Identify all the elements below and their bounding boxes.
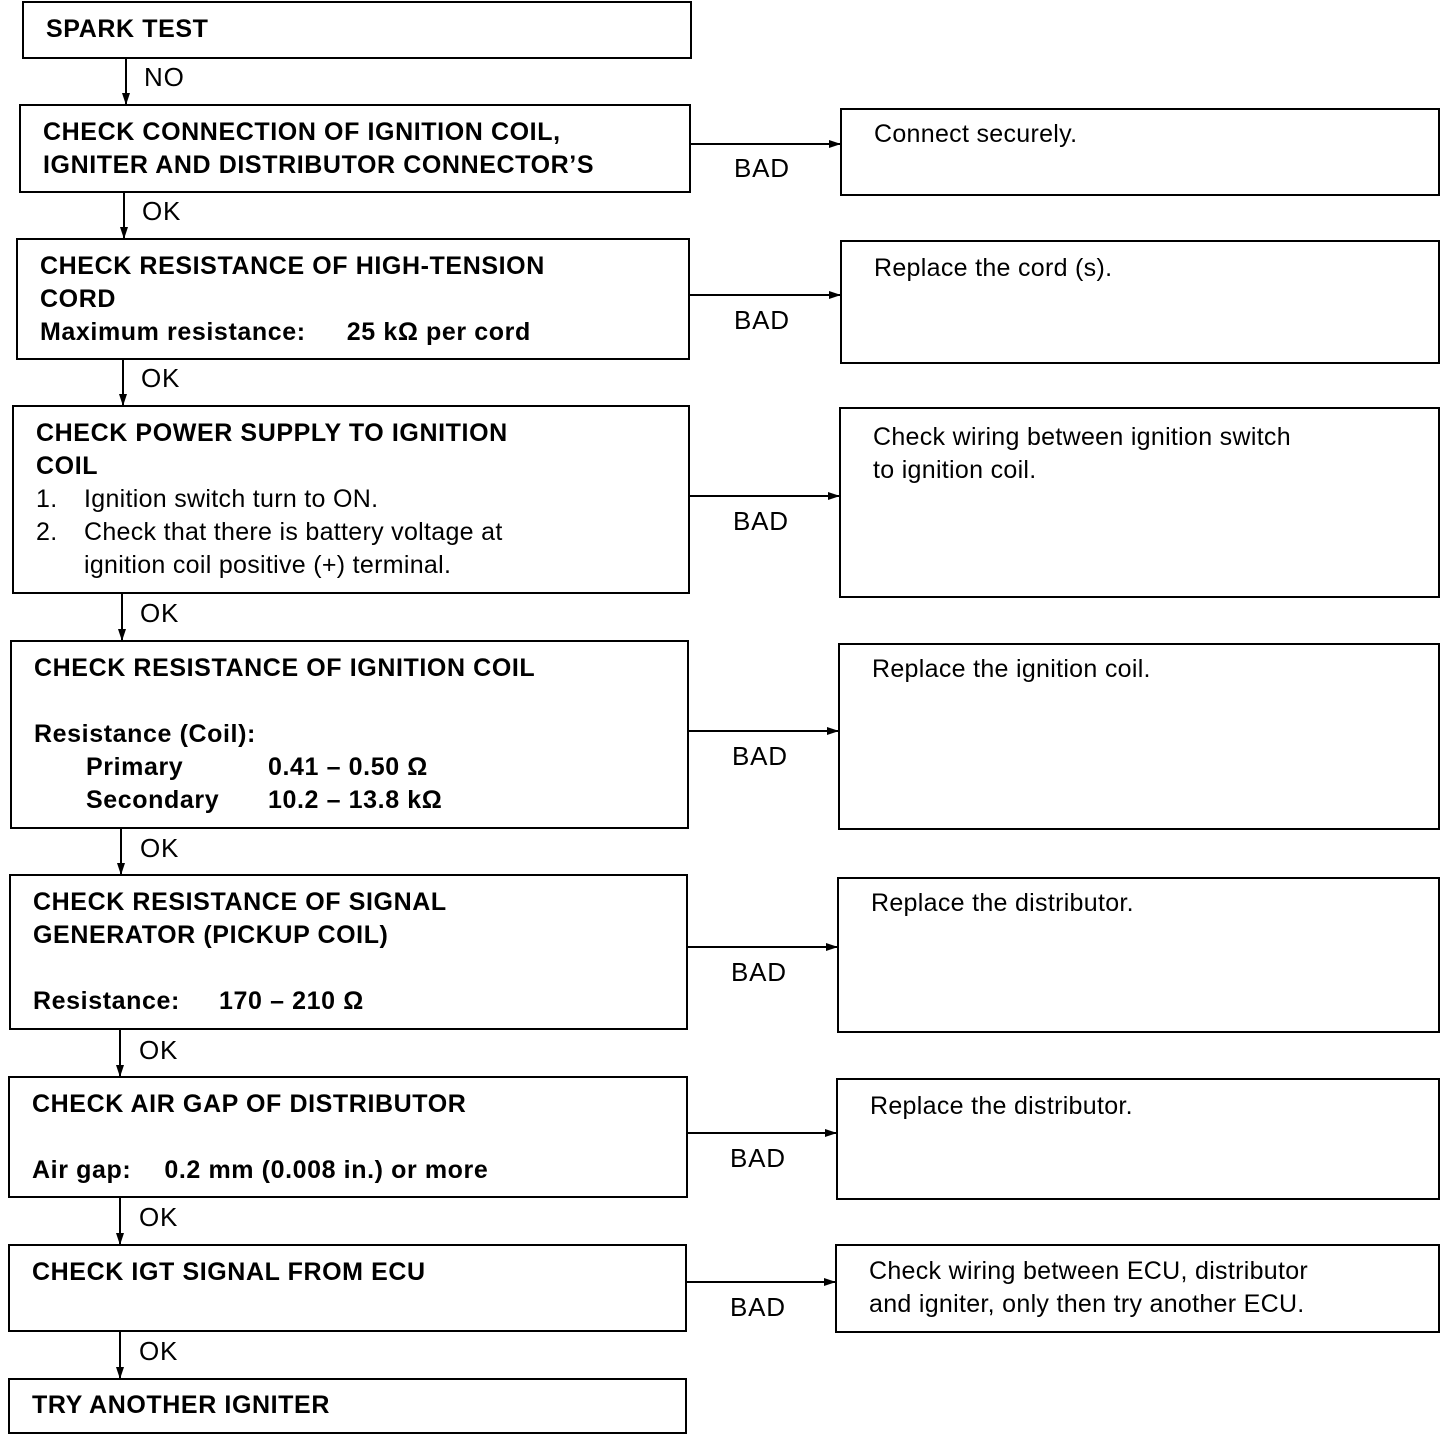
- start-box: [22, 1, 692, 59]
- remedy-3-line-2: to ignition coil.: [873, 456, 1037, 484]
- step-4-spacer: [34, 685, 669, 718]
- step-5-spacer: [33, 952, 668, 985]
- step-check-air-gap: [8, 1076, 688, 1198]
- remedy-5-line-1: Replace the distributor.: [871, 889, 1134, 917]
- remedy-3-line-1: Check wiring between ignition switch: [873, 423, 1291, 451]
- step-4-ok-label: OK: [140, 833, 180, 863]
- step-1-title-line-1: CHECK CONNECTION OF IGNITION COIL,: [43, 118, 561, 146]
- step-check-connections: [19, 104, 691, 193]
- remedy-replace-distributor-1: [837, 877, 1440, 1033]
- step-3-title-line-2: COIL: [36, 452, 99, 480]
- step-2-spec: [40, 316, 670, 349]
- step-2-title-line-1: CHECK RESISTANCE OF HIGH-TENSION: [40, 252, 545, 280]
- step-4-secondary-label: Secondary: [86, 786, 220, 814]
- step-6-spacer: [32, 1121, 668, 1154]
- step-3-instruction-2-text-line-1: Check that there is battery voltage at: [84, 518, 503, 546]
- step-4-secondary-value: 10.2 – 13.8 kΩ: [268, 786, 443, 814]
- step-6-spec-value: 0.2 mm (0.008 in.) or more: [164, 1156, 489, 1184]
- step-5-title-line-1: CHECK RESISTANCE OF SIGNAL: [33, 888, 447, 916]
- end-box: [8, 1378, 687, 1434]
- step-2-title-line-2: CORD: [40, 285, 117, 313]
- end-title: TRY ANOTHER IGNITER: [32, 1391, 330, 1419]
- remedy-4-line-1: Replace the ignition coil.: [872, 655, 1151, 683]
- step-check-power-supply: [12, 405, 690, 594]
- step-check-ignition-coil-resistance: [10, 640, 689, 829]
- remedy-7-line-2: and igniter, only then try another ECU.: [869, 1290, 1305, 1318]
- step-5-bad-label: BAD: [731, 957, 787, 987]
- step-3-instruction-2: [36, 516, 670, 549]
- step-check-igt-signal: [8, 1244, 687, 1332]
- step-3-title-line-1: CHECK POWER SUPPLY TO IGNITION: [36, 419, 508, 447]
- step-3-instruction-1-text: Ignition switch turn to ON.: [84, 485, 379, 513]
- step-1-ok-label: OK: [142, 196, 182, 226]
- step-4-spec-row-secondary: [34, 784, 669, 817]
- step-6-spec-label: Air gap:: [32, 1156, 132, 1184]
- step-4-spec-heading: Resistance (Coil):: [34, 720, 256, 748]
- step-5-ok-label: OK: [139, 1035, 179, 1065]
- remedy-replace-cord: [840, 240, 1440, 364]
- step-6-title-line-1: CHECK AIR GAP OF DISTRIBUTOR: [32, 1090, 467, 1118]
- step-5-spec-value: 170 – 210 Ω: [219, 987, 364, 1015]
- step-2-bad-label: BAD: [734, 305, 790, 335]
- remedy-replace-ignition-coil: [838, 643, 1440, 830]
- remedy-check-ignition-wiring: [839, 407, 1440, 598]
- step-2-ok-label: OK: [141, 363, 181, 393]
- remedy-replace-distributor-2: [836, 1078, 1440, 1200]
- remedy-check-ecu-wiring: [835, 1244, 1440, 1333]
- step-3-instruction-2-text-line-2: ignition coil positive (+) terminal.: [84, 551, 452, 579]
- step-4-primary-value: 0.41 – 0.50 Ω: [268, 753, 428, 781]
- remedy-6-line-1: Replace the distributor.: [870, 1092, 1133, 1120]
- step-7-title-line-1: CHECK IGT SIGNAL FROM ECU: [32, 1258, 426, 1286]
- remedy-2-line-1: Replace the cord (s).: [874, 254, 1113, 282]
- step-2-spec-value: 25 kΩ per cord: [346, 318, 531, 346]
- step-3-instruction-2-number: 2.: [36, 518, 58, 546]
- step-6-bad-label: BAD: [730, 1143, 786, 1173]
- start-branch-label: NO: [144, 62, 185, 92]
- step-6-spec: [32, 1154, 668, 1187]
- step-5-spec: [33, 985, 668, 1018]
- step-6-ok-label: OK: [139, 1202, 179, 1232]
- step-4-primary-label: Primary: [86, 753, 184, 781]
- step-check-high-tension-cord: [16, 238, 690, 360]
- step-4-spec-row-primary: [34, 751, 669, 784]
- remedy-1-line-1: Connect securely.: [874, 120, 1078, 148]
- step-3-bad-label: BAD: [733, 506, 789, 536]
- start-title: SPARK TEST: [46, 15, 209, 43]
- step-3-instruction-1-number: 1.: [36, 485, 58, 513]
- step-3-instruction-1: [36, 483, 670, 516]
- remedy-connect-securely: [840, 108, 1440, 196]
- step-2-spec-label: Maximum resistance:: [40, 318, 306, 346]
- step-4-title-line-1: CHECK RESISTANCE OF IGNITION COIL: [34, 654, 536, 682]
- step-4-bad-label: BAD: [732, 741, 788, 771]
- step-1-bad-label: BAD: [734, 153, 790, 183]
- step-5-title-line-2: GENERATOR (PICKUP COIL): [33, 921, 389, 949]
- step-7-bad-label: BAD: [730, 1292, 786, 1322]
- step-1-title-line-2: IGNITER AND DISTRIBUTOR CONNECTOR’S: [43, 151, 595, 179]
- step-5-spec-label: Resistance:: [33, 987, 180, 1015]
- step-7-ok-label: OK: [139, 1336, 179, 1366]
- step-3-ok-label: OK: [140, 598, 180, 628]
- step-check-signal-generator: [9, 874, 688, 1030]
- remedy-7-line-1: Check wiring between ECU, distributor: [869, 1257, 1309, 1285]
